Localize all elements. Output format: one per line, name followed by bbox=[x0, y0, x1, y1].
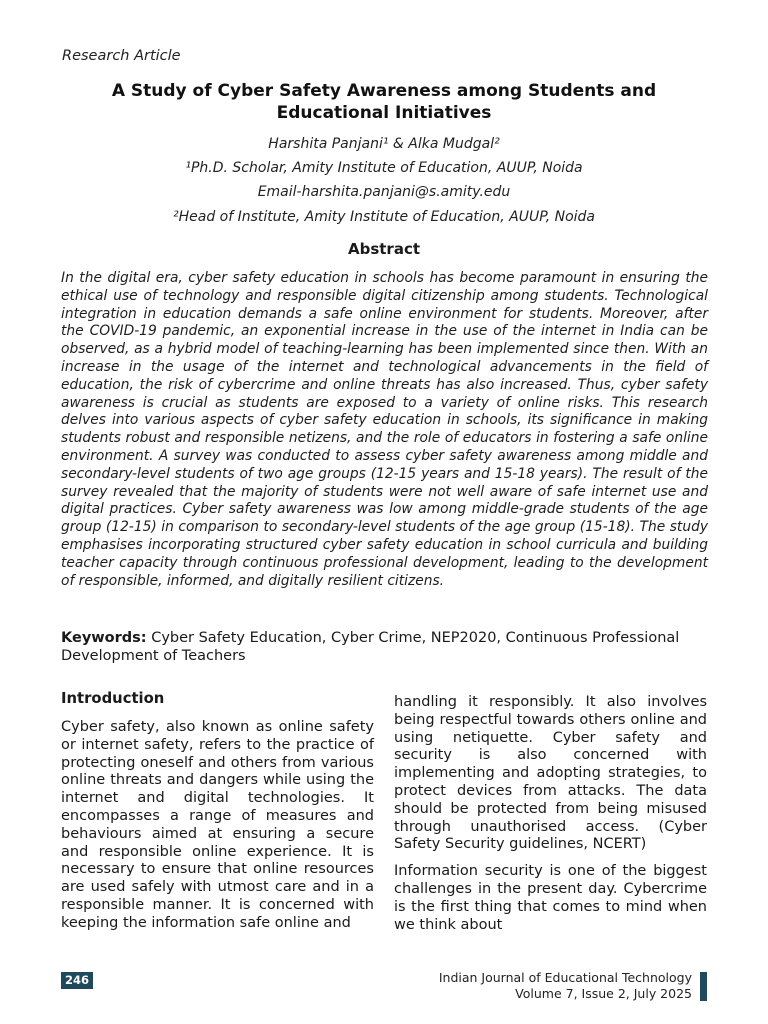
affiliation-2: ²Head of Institute, Amity Institute of Education, AUUP, Noida bbox=[173, 209, 595, 225]
introduction-paragraph-3: Information security is one of the biggest challenges in the present day. Cybercrime is the first thing that comes to mind when we think about bbox=[394, 863, 707, 933]
introduction-heading: Introduction bbox=[61, 690, 165, 707]
affiliation-1: ¹Ph.D. Scholar, Amity Institute of Education, AUUP, Noida bbox=[185, 160, 583, 176]
introduction-paragraph-1: Cyber safety, also known as online safety or internet safety, refers to the practice of protecting oneself and others from various online threats and dangers while using the internet and digital technologies. It encompasses a range of measures and behaviours aimed at ensuring a secure and responsible online experience. It is necessary to ensure that online resources are used safely with utmost care and in a responsible manner. It is concerned with keeping the information safe online and bbox=[61, 719, 374, 931]
introduction-paragraph-2: handling it responsibly. It also involves being respectful towards others online and using netiquette. Cyber safety and security is also concerned with implementing and adopting strategies, to protect devices from attacks. The data should be protected from being misused through unauthorised access. (Cyber Safety Security guidelines, NCERT) bbox=[394, 694, 707, 853]
journal-name: Indian Journal of Educational Technology bbox=[438, 970, 692, 985]
keywords bbox=[61, 629, 708, 665]
journal-issue: Volume 7, Issue 2, July 2025 bbox=[515, 986, 692, 1001]
article-type: Research Article bbox=[62, 48, 181, 64]
abstract-text: In the digital era, cyber safety education in schools has become paramount in ensuring the ethical use of technology and responsible digital citizenship among students. Technological integration in education demands a safe online environment for students. Moreover, after the COVID-19 pandemic, an exponential increase in the use of the internet in India can be observed, as a hybrid model of teaching-learning has been implemented since then. With an increase in the usage of the internet and technological advancements in the field of education, the risk of cybercrime and online threats has also increased. Thus, cyber safety awareness is crucial as students are exposed to a variety of online risks. This research delves into various aspects of cyber safety education in schools, its significance in making students robust and responsible netizens, and the role of educators in fostering a safe online environment. A survey was conducted to assess cyber safety awareness among middle and secondary-level students of two age groups (12-15 years and 15-18 years). The result of the survey revealed that the majority of students were not well aware of safe internet use and digital practices. Cyber safety awareness was low among middle-grade students of the age group (12-15) in comparison to secondary-level students of the age group (15-18). The study emphasises incorporating structured cyber safety education in school curricula and building teacher capacity through continuous professional development, leading to the development of responsible, informed, and digitally resilient citizens. bbox=[61, 270, 708, 589]
abstract-heading: Abstract bbox=[347, 240, 421, 258]
author-email: Email-harshita.panjani@s.amity.edu bbox=[257, 184, 511, 200]
left-column bbox=[61, 690, 374, 933]
keywords-text: Cyber Safety Education, Cyber Crime, NEP2020, Continuous Professional Development of Teachers bbox=[61, 630, 680, 664]
footer-accent-bar bbox=[700, 972, 707, 1001]
paper-title: A Study of Cyber Safety Awareness among Students and Educational Initiatives bbox=[111, 81, 657, 123]
keywords-label: Keywords: bbox=[61, 630, 147, 646]
right-column bbox=[394, 694, 707, 934]
journal-footer bbox=[439, 970, 692, 1002]
authors: Harshita Panjani¹ & Alka Mudgal² bbox=[268, 136, 500, 152]
page-number: 246 bbox=[61, 972, 93, 989]
